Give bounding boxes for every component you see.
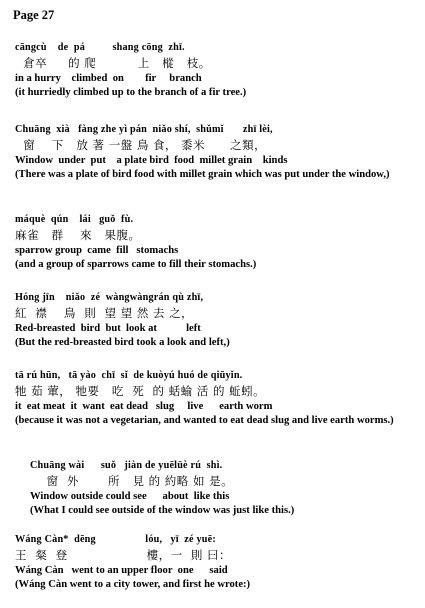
passage-block [15, 368, 420, 428]
gloss-line: Red-breasted bird but look at left [15, 323, 201, 334]
chinese-line: 窗 下 放 著 一盤 鳥 食， 黍米 之類， [15, 138, 267, 152]
passage-block [15, 122, 420, 182]
pinyin-line: Hóng jīn niǎo zé wàngwàngrán qù zhī, [15, 292, 204, 303]
pinyin-line: Wáng Càn* dēng lóu, yī zé yuē: [15, 534, 216, 545]
passage-block [15, 532, 420, 592]
pinyin-line: máquè qún lái guǒ fù. [15, 214, 134, 225]
chinese-line: 窗 外 所 見 的 約略 如 是。 [30, 474, 234, 488]
gloss-line: it eat meat it want eat dead slug live earth worm [15, 401, 273, 412]
pinyin-line: Chuāng wài suǒ jiàn de yuēlüè rú shì. [30, 460, 223, 471]
passage-block [15, 40, 420, 100]
translation-line: (it hurriedly climbed up to the branch of a fir tree.) [15, 87, 247, 98]
gloss-line: Window under put a plate bird food millet grain kinds [15, 155, 288, 166]
translation-line: (There was a plate of bird food with millet grain which was put under the window,) [15, 169, 390, 180]
translation-line: (Wáng Càn went to a city tower, and first he wrote:) [15, 579, 251, 590]
passage-block [15, 212, 420, 272]
chinese-line: 紅 襟 鳥 則 望 望 然 去 之， [15, 306, 194, 320]
gloss-line: sparrow group came fill stomachs [15, 245, 179, 256]
gloss-line: Window outside could see about like this [30, 491, 230, 502]
pinyin-line: tā rú hūn, tā yào chī sǐ de kuòyú huó de qiūyǐn. [15, 370, 243, 381]
passage-block [15, 290, 420, 350]
translation-line: (and a group of sparrows came to fill their stomachs.) [15, 259, 257, 270]
chinese-line: 牠 茹 葷， 牠要 吃 死 的 蛞蝓 活 的 蚯蚓。 [15, 384, 266, 398]
gloss-line: Wáng Càn went to an upper floor one said [15, 565, 228, 576]
translation-line: (But the red-breasted bird took a look and left,) [15, 337, 230, 348]
passage-block [30, 458, 420, 518]
translation-line: (What I could see outside of the window was just like this.) [30, 505, 295, 516]
chinese-line: 王 粲 登 樓，一 則 曰： [15, 548, 232, 562]
translation-line: (because it was not a vegetarian, and wanted to eat dead slug and live earth worms.) [15, 415, 394, 426]
gloss-line: in a hurry climbed on fir branch [15, 73, 202, 84]
pinyin-line: Chuāng xià fàng zhe yì pán niǎo shí, shǔmǐ zhī lèi, [15, 124, 273, 135]
chinese-line: 麻雀 群 來 果腹。 [15, 228, 141, 242]
chinese-line: 倉卒 的 爬 上 樅 枝。 [15, 56, 211, 70]
pinyin-line: cāngcù de pá shang cōng zhī. [15, 42, 185, 53]
page-title: Page 27 [13, 8, 55, 22]
